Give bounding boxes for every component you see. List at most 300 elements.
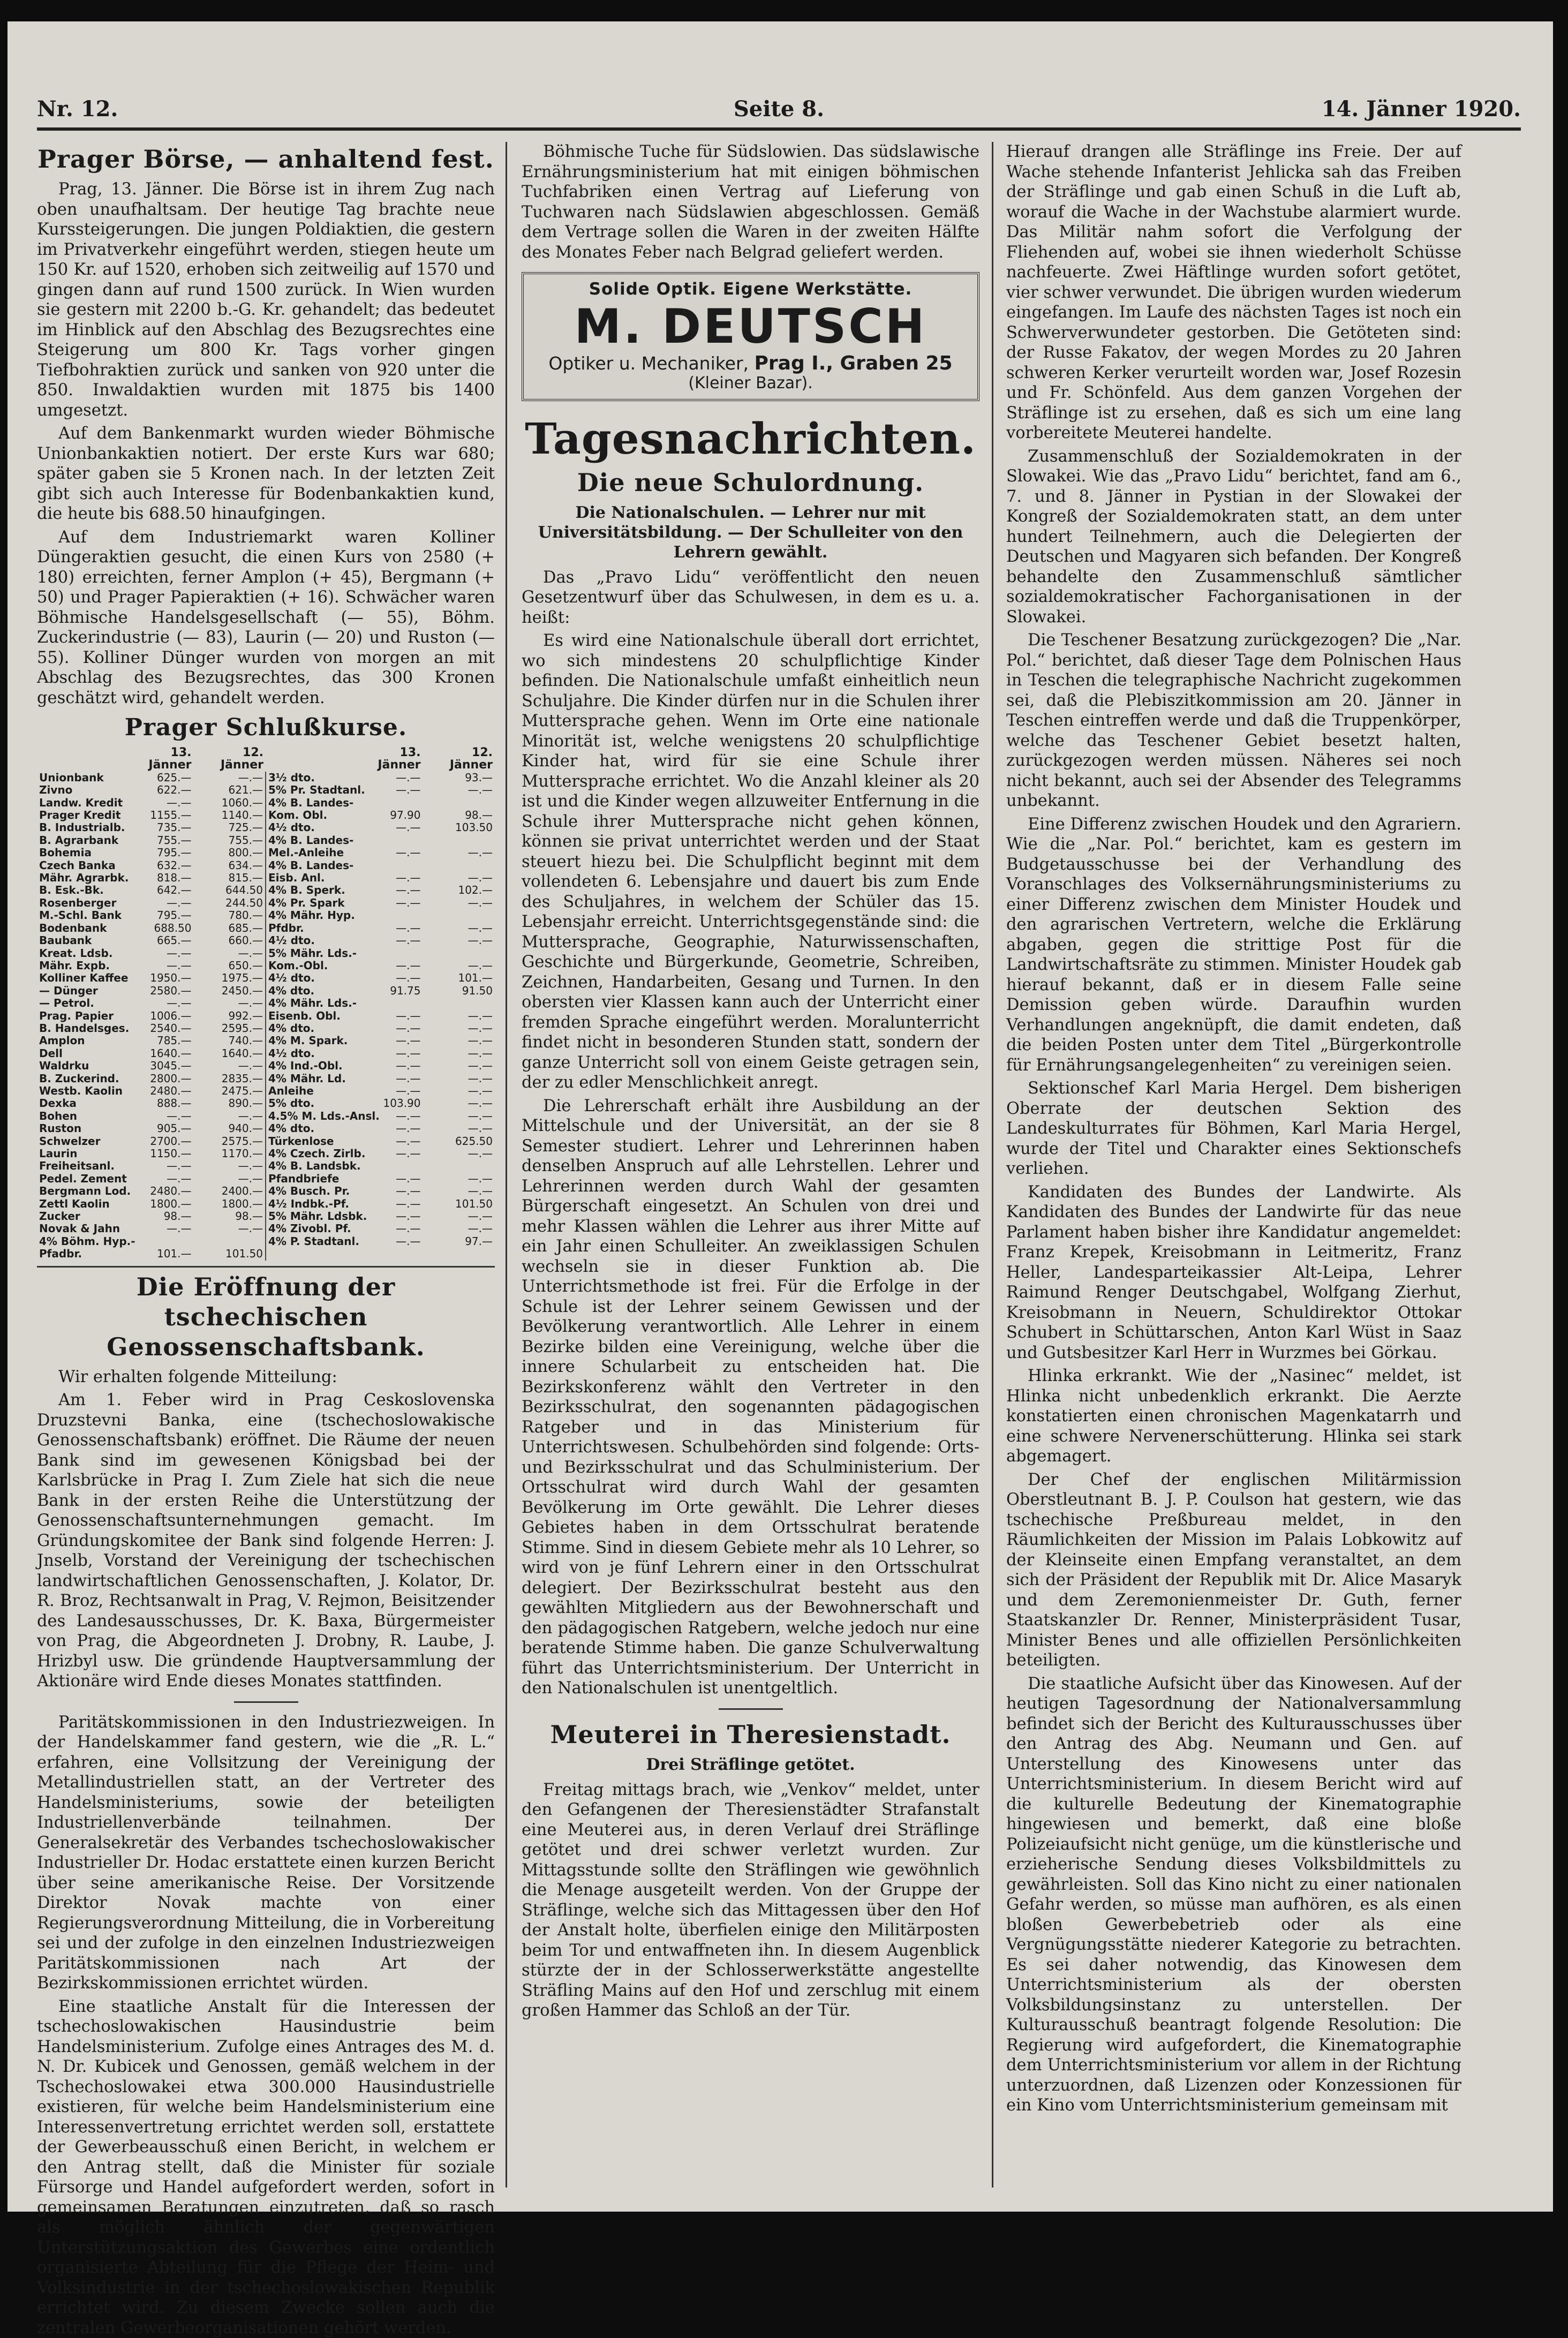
stock-table-cell: Dell (39, 1046, 63, 1060)
stock-table-row (37, 1248, 495, 1260)
stock-table-cell: — Dünger (39, 984, 98, 997)
stock-table-cell: —.— (468, 1147, 493, 1160)
stock-table-cell: —.— (396, 934, 421, 947)
stock-table-cell: Landw. Kredit (39, 796, 123, 809)
stock-table-cell: Bohen (39, 1109, 78, 1122)
stock-table-cell (423, 997, 495, 1009)
stock-table-cell: —.— (167, 1172, 192, 1185)
stock-table-cell: 1800.— (221, 1197, 263, 1210)
stock-table-cell: 665.— (156, 934, 192, 947)
stock-table-row (37, 821, 495, 834)
newspaper-page (7, 21, 1553, 2337)
column-3 (1006, 142, 1461, 2198)
optiker-advertisement (522, 272, 979, 401)
stock-table-cell: 644.50 (225, 884, 263, 897)
column-1 (37, 142, 495, 2337)
stock-table-cell: Mähr. Agrarbk. (39, 871, 129, 885)
stock-table-cell: —.— (468, 1034, 493, 1047)
stock-table-cell: —.— (468, 846, 493, 859)
stock-table-cell: 795.— (156, 909, 192, 922)
stock-table-cell: Waldrku (39, 1059, 89, 1073)
stock-table-cell: 1006.— (150, 1009, 192, 1022)
stock-table-cell: 4% B. Landsbk. (266, 1160, 351, 1172)
schulordnung-paragraph: Die Lehrerschaft erhält ihre Ausbildung an der Mittelschule und der Universität, an der sie 8 Semester studiert. Lehrer und Lehrerinnen haben denselben Anspruch auf alle Lehrstellen. Lehrer und Lehrerinnen werden durch Wahl der gesamten Bürgerschaft eingesetzt. An Schulen von drei und mehr Klassen wählen die Lehrer aus ihrer Mitte auf ein Jahr einen Schulleiter. An zweiklassigen Schulen wechseln sie in dieser Funktion ab. Die Unterrichtsmethode ist frei. Für die Erfolge in der Schule ist der Lehrer seinem Gewissen und der Bevölkerung verantwortlich. Alle Lehrer in einem Bezirke bilden eine Vereinigung, welche über die innere Schularbeit zu entscheiden hat. Die Bezirkskonferenz wählt den Vertreter in den Bezirksschulrat, den sogenannten pädagogischen Ratgeber und in das Ministerium für Unterrichtswesen. Schulbehörden sind folgende: Orts- und Bezirksschulrat und das Schulministerium. Der Ortsschulrat wird durch Wahl der gesamten Bevölkerung im Orte gewählt. Die Lehrer dieses Gebietes haben in dem Ortsschulrat beratende Stimme. Sind in diesem Gebiete mehr als 10 Lehrer, so wird von je fünf Lehrern einer in den Ortsschulrat delegiert. Der Bezirksschulrat besteht aus den gewählten Mitgliedern aus der Bewohnerschaft und den pädagogischen Ratgebern, welche jedoch nur eine beratende Stimme haben. Die ganze Schulverwaltung führt das Unterrichtsministerium. Der Unterricht in den Nationalschulen ist unentgeltlich. (522, 1096, 979, 1698)
stock-table-cell: 4% Busch. Pr. (266, 1185, 351, 1197)
schulordnung-paragraph: Es wird eine Nationalschule überall dort errichtet, wo sich mindestens 20 schulpflichtige Kinder befinden. Die Nationalschule umfaßt einheitlich neun Schuljahre. Die Kinder dürfen nur in die Schulen ihrer Muttersprache gehen. Wenn im Orte eine nationale Minorität ist, welche wenigstens 20 schulpflichtige Kinder hat, wird für sie eine Schule ihrer Muttersprache errichtet. Wo die Anzahl kleiner als 20 ist und die Kinder wegen allzuweiter Entfernung in die Schule ihrer Muttersprache nicht gehen können, können sie privat unterrichtet werden und der Staat steuert hiezu bei. Die Schulpflicht beginnt mit dem vollendeten 6. Lebensjahre und dauert bis zum Ende des Schuljahres, in welchem der Schüler das 15. Lebensjahr erreicht. Unterrichtsgegenstände sind: die Muttersprache, Geographie, Naturwissenschaften, Geschichte und Bürgerkunde, Geometrie, Schreiben, Zeichnen, Handarbeiten, Gesang und Turnen. In den obersten vier Klassen kann auch der Unterricht einer fremden Sprache eingeführt werden. Moralunterricht findet nicht in besonderen Stunden statt, sondern der ganze Unterricht soll von einem Geiste getragen sein, der zu edler Menschlichkeit anregt. (522, 631, 979, 1092)
kinowesen-paragraph: Die staatliche Aufsicht über das Kinowesen. Auf der heutigen Tagesordnung der Nationalversammlung befindet sich der Bericht des Kulturausschusses über den Antrag des Abg. Neumann und Gen. auf Unterstellung des Kinowesens unter das Unterrichtsministerium. In diesem Bericht wird auf die kulturelle Bedeutung der Kinematographie hingewiesen und bemerkt, daß eine bloße Polizeiaufsicht nicht genüge, um die künstlerische und erzieherische Sendung dieses Volksbildmittels zu gewährleisten. Soll das Kino nicht zu einer nationalen Gefahr werden, so müsse man aufhören, es als einen bloßen Gewerbebetrieb oder als eine Vergnügungsstätte niederer Kategorie zu betrachten. Es sei daher notwendig, das Kinowesen dem Unterrichtsministerium als der obersten Volksbildungsinstanz zu unterstellen. Der Kulturausschuß beantragt folgende Resolution: Die Regierung wird aufgefordert, die Kinematographie dem Unterrichtsministerium vor allem in der Richtung unterzuordnen, daß Lizenzen oder Konzessionen für ein Kino vom Unterrichtsministerium gemeinsam mit (1006, 1674, 1461, 2115)
stock-table-cell: 890.— (228, 1097, 263, 1110)
stock-table-row (37, 1122, 495, 1135)
stock-table-cell: —.— (238, 1172, 263, 1185)
stock-table-cell: Bohemia (39, 846, 92, 859)
stock-table-cell: —.— (468, 1046, 493, 1060)
stock-table-cell: —.— (468, 959, 493, 972)
stock-table-cell: —.— (238, 997, 263, 1010)
stock-table-cell: —.— (167, 997, 192, 1010)
section-rule (234, 1701, 298, 1703)
stock-table-cell (423, 834, 495, 847)
stock-table-cell: Unionbank (39, 771, 104, 784)
stock-table-cell: —.— (396, 1046, 421, 1060)
ad-street: Prag I., Graben 25 (754, 352, 953, 374)
stock-table-cell: —.— (468, 1122, 493, 1135)
stock-table-cell (194, 1235, 266, 1248)
stock-table-cell: Prag. Papier (39, 1009, 114, 1022)
stock-table-cell: 622.— (156, 783, 192, 797)
stock-table-cell: Novak & Jahn (39, 1222, 120, 1235)
stock-table-cell: —.— (396, 896, 421, 909)
stock-table-cell: 4% B. Landes- (266, 797, 351, 809)
stock-table-cell (351, 909, 423, 922)
stock-table-cell: 4% Mähr. Lds.- (266, 997, 351, 1009)
stock-table-cell: 634.— (228, 858, 263, 872)
column-header: 12. Jänner (220, 746, 263, 772)
stock-table-cell: B. Industrialb. (39, 821, 125, 834)
stock-table-cell: Pedel. Zement (39, 1172, 127, 1185)
stock-table-cell: —.— (167, 796, 192, 809)
stock-table-cell: 2800.— (150, 1072, 192, 1085)
stock-table-cell: 97.— (465, 1234, 493, 1248)
stock-table-cell: 5% Mähr. Lds.- (266, 947, 351, 960)
stock-table-cell: 98.— (465, 809, 493, 822)
column-2 (522, 142, 979, 2198)
stock-table-cell: —.— (468, 1084, 493, 1097)
stock-table-cell: Kreat. Ldsb. (39, 946, 113, 960)
stock-table-cell (423, 909, 495, 922)
stock-table-cell: Ruston (39, 1122, 82, 1135)
stock-table-row (37, 997, 495, 1009)
stock-table-cell: 2595.— (221, 1021, 263, 1035)
schulordnung-headline: Die neue Schulordnung. (577, 467, 924, 497)
column-header (266, 746, 351, 772)
stock-table-cell: 650.— (228, 959, 263, 972)
stock-table-row (37, 1235, 495, 1248)
stock-table-cell: 625.50 (455, 1134, 493, 1148)
stock-table-cell: —.— (468, 1109, 493, 1122)
column-header: 13. Jänner (378, 746, 421, 772)
stock-table-row (37, 934, 495, 947)
stock-table-cell: 725.— (228, 821, 263, 834)
meuterei-paragraph: Freitag mittags brach, wie „Venkov“ meldet, unter den Gefangenen der Theresienstädter Strafanstalt eine Meuterei aus, in deren Verlauf drei Sträflinge getötet und drei schwer verletzt wurden. Zur Mittagsstunde sollte den Sträflingen wie gewöhnlich die Menage ausgeteilt werden. Von der Gruppe der Sträflinge, welche sich das Mittagessen über den Hof der Anstalt holte, überfielen einige den Militärposten beim Tor und entwaffneten ihn. In diesem Augenblick stürzte der in der Schlosserwerkstätte angestellte Sträfling Mains auf den Hof und zerschlug mit einem großen Hammer das Schloß an der Tür. (522, 1780, 979, 2020)
stock-table-cell (351, 859, 423, 872)
stock-table-cell: 4% Zivobl. Pf. (266, 1223, 351, 1235)
stock-table-cell: —.— (396, 1021, 421, 1035)
stock-table-cell: Eisenb. Obl. (266, 1010, 351, 1022)
stock-table-cell: —.— (396, 783, 421, 797)
stock-table-cell: 660.— (228, 934, 263, 947)
stock-table-cell: —.— (396, 1072, 421, 1085)
stock-table-cell: —.— (396, 871, 421, 885)
stock-table-cell: —.— (468, 1097, 493, 1110)
stock-table-cell: —.— (396, 1009, 421, 1022)
section-rule (37, 1266, 495, 1268)
schulordnung-subhead: Die Nationalschulen. — Lehrer nur mit Universitätsbildung. — Der Schulleiter von den Lehrern gewählt. (538, 503, 963, 562)
stock-table-cell: 905.— (156, 1122, 192, 1135)
stock-table-cell: 3045.— (150, 1059, 192, 1073)
stock-table-cell: —.— (167, 946, 192, 960)
stock-table-cell: 4% dto. (266, 1122, 351, 1135)
stock-table-cell: —.— (396, 1185, 421, 1198)
stock-table-cell: 4½ dto. (266, 934, 351, 947)
stock-table-cell: 103.50 (455, 821, 493, 834)
stock-table-cell: B. Handelsges. (39, 1021, 130, 1035)
meuterei-subhead: Drei Sträflinge getötet. (646, 1755, 855, 1774)
stock-table-cell: Mähr. Expb. (39, 959, 110, 972)
ad-address (531, 353, 970, 374)
tagesnachrichten-headline: Tagesnachrichten. (525, 413, 976, 464)
stock-table-cell (351, 834, 423, 847)
stock-table-cell: Freiheitsanl. (39, 1159, 115, 1173)
stock-table-cell: —.— (468, 1059, 493, 1073)
stock-table-cell: 98.— (235, 1210, 263, 1223)
stock-table-row (37, 985, 495, 997)
stock-table-cell: —.— (167, 959, 192, 972)
stock-table-cell: 621.— (228, 783, 263, 797)
stock-table-cell: 4½ Indbk.-Pf. (266, 1198, 351, 1210)
stock-table-cell: 740.— (228, 1034, 263, 1047)
stock-table-row (37, 1148, 495, 1160)
stock-table-row (37, 1223, 495, 1235)
stock-table-cell: 800.— (228, 846, 263, 859)
stock-table-cell: Kolliner Kaffee (39, 971, 129, 985)
teschen-paragraph: Die Teschener Besatzung zurückgezogen? Die „Nar. Pol.“ berichtet, daß dieser Tage dem Polnischen Haus in Teschen die telegraphische Nachricht zugekommen sei, daß die Plebiszitkommission am 20. Jänner in Teschen eintreffen werde und daß die Truppenkörper, welche das Teschener Gebiet besetzt halten, zurückgezogen werden müssen. Näheres sei noch nicht bekannt, auch sei der Absender des Telegramms unbekannt. (1006, 631, 1461, 810)
stock-table-cell: 91.75 (390, 984, 421, 997)
stock-table-cell: Eisb. Anl. (266, 872, 351, 884)
stock-table-cell: —.— (468, 1009, 493, 1022)
stock-table-cell: 98.— (163, 1210, 192, 1223)
stock-table-cell: 4% Mähr. Hyp. (266, 909, 351, 922)
header-rule (37, 127, 1521, 131)
schlusskurse-headline: Prager Schlußkurse. (124, 714, 408, 741)
stock-table-cell: 2835.— (221, 1072, 263, 1085)
stock-table-cell: 101.— (156, 1247, 192, 1261)
stock-table-cell: 2580.— (150, 984, 192, 997)
ad-company-name: M. DEUTSCH (574, 298, 927, 354)
stock-table-cell: 4% Ind.-Obl. (266, 1060, 351, 1072)
column-rule-1 (506, 142, 507, 2188)
stock-table-cell (423, 1160, 495, 1172)
page-number: Seite 8. (733, 96, 825, 122)
stock-table-cell: 755.— (156, 833, 192, 847)
houdek-paragraph: Eine Differenz zwischen Houdek und den Agrariern. Wie die „Nar. Pol.“ berichtet, kam es gestern im Budgetausschusse bei der Verhandlung des Voranschlages des Volksernährungsministeriums zu einer Differenz zwischen dem Minister Houdek und den agrarischen Vertretern, welche die Erklärung abgaben, gegen die strittige Post für die Landwirtschaftsräte zu stimmen. Minister Houdek gab hierauf bekannt, daß er in diesem Falle seine Demission geben würde. Daraufhin wurden Verhandlungen angeknüpft, die damit endeten, daß die beiden Posten unter dem Titel „Bürgerkontrolle für Ernährungsangelegenheiten“ zu vereinigen seien. (1006, 814, 1461, 1075)
stock-table-cell: —.— (396, 971, 421, 985)
running-head (37, 87, 1521, 124)
genossenschaft-paragraph: Wir erhalten folgende Mitteilung: (58, 1367, 337, 1386)
stock-table-cell: 625.— (156, 771, 192, 784)
boerse-paragraph: Auf dem Bankenmarkt wurden wieder Böhmische Unionbankaktien notiert. Der erste Kurs war 680; später gaben sie 5 Kronen nach. In der letzten Zeit gibt sich auch Interesse für Bodenbankaktien kund, die heute bis 688.50 hinaufgingen. (37, 424, 495, 523)
stock-table-cell: —.— (396, 1034, 421, 1047)
stock-table-cell: —.— (167, 1159, 192, 1173)
stock-table-cell: —.— (468, 896, 493, 909)
boerse-headline: Prager Börse, — anhaltend fest. (37, 145, 494, 174)
stock-table-header (37, 746, 495, 772)
stock-table-cell: —.— (396, 1122, 421, 1135)
stock-table-cell: Amplon (39, 1034, 85, 1047)
issue-number: Nr. 12. (37, 96, 118, 122)
stock-table-cell: —.— (468, 921, 493, 934)
genossenschaft-headline: Die Eröffnung der tschechischen Genossenschaftsbank. (107, 1272, 425, 1361)
stock-table-cell (351, 1160, 423, 1172)
stock-table-cell: Dexka (39, 1097, 77, 1110)
stock-table-cell: —.— (468, 934, 493, 947)
coulson-paragraph: Der Chef der englischen Militärmission Oberstleutnant B. J. P. Coulson hat gestern, wie das tschechische Preßbureau meldet, in den Räumlichkeiten der Mission im Palais Lobkowitz auf der Kleinseite einen Empfang veranstaltet, an dem sich der Präsident der Republik mit Dr. Alice Masaryk und dem Zeremonienmeister Dr. Guth, ferner Staatskanzler Dr. Renner, Ministerpräsident Tusar, Minister Benes und alle offiziellen Persönlichkeiten beteiligten. (1006, 1470, 1461, 1670)
stock-table-row (37, 1047, 495, 1060)
stock-table-cell: B. Zuckerind. (39, 1072, 119, 1085)
stock-table-row (37, 784, 495, 796)
stock-table-cell: 5% Pr. Stadtanl. (266, 784, 351, 796)
stock-table-cell: —.— (396, 1084, 421, 1097)
stock-table-cell: 1155.— (150, 809, 192, 822)
stock-table-cell: —.— (396, 921, 421, 934)
stock-table-cell: 1640.— (150, 1046, 192, 1060)
stock-table-cell: —.— (167, 1222, 192, 1235)
hergel-paragraph: Sektionschef Karl Maria Hergel. Dem bisherigen Oberrate der deutschen Sektion des Landeskulturrates für Böhmen, Karl Maria Hergel, wurde der Titel und Charakter eines Sektionschefs verliehen. (1006, 1079, 1461, 1178)
stock-table-cell: 4.5% M. Lds.-Ansl. (266, 1110, 351, 1122)
stock-table-row (37, 847, 495, 859)
stock-table-cell: Baubank (39, 934, 92, 947)
stock-table-cell: 91.50 (462, 984, 493, 997)
stock-table-cell: 888.— (156, 1097, 192, 1110)
stock-table-cell: 93.— (465, 771, 493, 784)
stock-table-cell: —.— (468, 1222, 493, 1235)
stock-table-cell: 101.50 (225, 1247, 263, 1261)
stock-table-cell (351, 947, 423, 960)
stock-table-cell: —.— (468, 783, 493, 797)
stock-table-row (37, 1073, 495, 1085)
stock-table-cell: Schwelzer (39, 1134, 101, 1148)
stock-table-row (37, 1097, 495, 1110)
stock-table-cell: 4% dto. (266, 1022, 351, 1035)
stock-table-cell: 4% Böhm. Hyp.- (39, 1234, 135, 1248)
stock-table-cell: —.— (238, 1059, 263, 1073)
stock-table-body (37, 772, 495, 1261)
stock-table-cell: 4% Pr. Spark (266, 897, 351, 909)
stock-table-row (37, 809, 495, 821)
stock-table-cell: 4% B. Landes- (266, 834, 351, 847)
stock-table-cell: Pfadbr. (39, 1247, 82, 1261)
stock-table-cell: 101.— (458, 971, 493, 985)
stock-table-cell: 1140.— (221, 809, 263, 822)
stock-table-cell: 244.50 (225, 896, 263, 909)
stock-table-cell: 780.— (228, 909, 263, 922)
stock-table-cell: 2480.— (150, 1084, 192, 1097)
stock-table-cell: 2480.— (150, 1185, 192, 1198)
stock-table-cell: 1800.— (150, 1197, 192, 1210)
ad-location: (Kleiner Bazar). (688, 374, 813, 393)
stock-table-cell: —.— (396, 1109, 421, 1122)
stock-table-row (37, 1022, 495, 1035)
stock-table-cell: B. Esk.-Bk. (39, 884, 104, 897)
stock-table-row (37, 1160, 495, 1172)
stock-table-cell: —.— (396, 1234, 421, 1248)
stock-table-row (37, 1060, 495, 1072)
stock-table-row (37, 1198, 495, 1210)
stock-table-cell: Westb. Kaolin (39, 1084, 123, 1097)
stock-table-row (37, 1085, 495, 1097)
column-header: 12. Jänner (449, 746, 493, 772)
stock-table-row (37, 1210, 495, 1223)
stock-table-cell: 1150.— (150, 1147, 192, 1160)
stock-table-cell: 1950.— (150, 971, 192, 985)
stock-table-cell: —.— (396, 1210, 421, 1223)
stock-table-cell: —.— (396, 1197, 421, 1210)
stock-table-row (37, 947, 495, 960)
stock-table-cell: —.— (238, 946, 263, 960)
stock-table-cell: Czech Banka (39, 858, 116, 872)
stock-table-cell: 1060.— (221, 796, 263, 809)
stock-table-cell: 992.— (228, 1009, 263, 1022)
stock-table-cell: 4% B. Landes- (266, 859, 351, 872)
stock-table-row (37, 960, 495, 972)
stock-table-cell: —.— (238, 1222, 263, 1235)
stock-table-cell: Laurin (39, 1147, 78, 1160)
stock-table-cell: —.— (468, 1185, 493, 1198)
stock-table-row (37, 772, 495, 784)
stock-table-cell: —.— (396, 1222, 421, 1235)
column-rule-2 (992, 142, 993, 2188)
stock-table-cell: —.— (238, 1109, 263, 1122)
stock-table-cell: 818.— (156, 871, 192, 885)
section-rule (719, 1708, 783, 1710)
stock-table-cell: 735.— (156, 821, 192, 834)
stock-table-cell: —.— (468, 1172, 493, 1185)
stock-table-cell: —.— (396, 846, 421, 859)
stock-table-row (37, 1035, 495, 1047)
stock-table-cell: Zucker (39, 1210, 80, 1223)
stock-table-cell: —.— (396, 821, 421, 834)
boerse-paragraph: Auf dem Industriemarkt waren Kolliner Düngeraktien gesucht, die einen Kurs von 2580 (+ 180) erreichten, ferner Amplon (+ 45), Bergmann (+ 50) und Prager Papieraktien (+ 16). Schwächer waren Böhmische Handelsgesellschaft (— 55), Böhm. Zuckerindustrie (— 83), Laurin (— 20) und Ruston (— 55). Kolliner Dünger wurden von morgen an mit Abschlag des Bezugsrechtes, das 300 Kronen geschätzt wird, gehandelt werden. (37, 527, 495, 707)
stock-table-cell: 101.50 (455, 1197, 493, 1210)
column-header (37, 746, 122, 772)
stock-table-row (37, 1110, 495, 1122)
stock-table-cell: Kom. Obl. (266, 809, 351, 821)
stock-table-cell: 4% Czech. Zirlb. (266, 1148, 351, 1160)
stock-table-cell: — Petrol. (39, 997, 94, 1010)
stock-table-row (37, 884, 495, 896)
stock-table-cell: 5% Mähr. Ldsbk. (266, 1210, 351, 1223)
stock-table-cell: 2450.— (221, 984, 263, 997)
stock-table-cell: 795.— (156, 846, 192, 859)
meuterei-headline: Meuterei in Theresienstadt. (550, 1719, 951, 1749)
stock-table-cell: 103.90 (383, 1097, 421, 1110)
stock-table-row (37, 797, 495, 809)
stock-table-cell: 1640.— (221, 1046, 263, 1060)
stock-table-cell: 4% B. Sperk. (266, 884, 351, 896)
stock-table-cell: 940.— (228, 1122, 263, 1135)
stock-table-cell: Mel.-Anleihe (266, 847, 351, 859)
stock-table-cell: 1170.— (221, 1147, 263, 1160)
stock-table-cell: —.— (468, 871, 493, 885)
stock-table-cell: 688.50 (154, 921, 192, 934)
stock-table-cell: 4% Mähr. Ld. (266, 1073, 351, 1085)
stock-table-cell: 4½ dto. (266, 1047, 351, 1060)
stock-table-cell: Prager Kredit (39, 809, 121, 822)
landwirte-paragraph: Kandidaten des Bundes der Landwirte. Als Kandidaten des Bundes der Landwirte für das neue Parlament haben bisher ihre Kandidatur angemeldet: Franz Krepek, Kreisobmann in Leitmeritz, Franz Heller, Landesparteikassier Alt-Leipa, Lehrer Raimund Renger Deutschgabel, Wolfgang Zierhut, Kreisobmann in Neuern, Schuldirektor Ottokar Schubert in Schüttarschen, Anton Karl Wüst in Saaz und Gutsbesitzer Karl Herr in Wurzmes bei Görkau. (1006, 1182, 1461, 1362)
issue-date: 14. Jänner 1920. (1321, 96, 1521, 122)
hlinka-paragraph: Hlinka erkrankt. Wie der „Nasinec“ meldet, ist Hlinka nicht unbedenklich erkrankt. Die Aerzte konstatierten einen chronischen Magenkatarrh und eine schwere Nervenerschütterung. Hlinka sei stark abgemagert. (1006, 1367, 1461, 1466)
stock-table-cell: —.— (468, 1021, 493, 1035)
paritaet-paragraph: Paritätskommissionen in den Industriezweigen. In der Handelskammer fand gestern, wie die „R. L.“ erfahren, eine Vollsitzung der Vereinigung der Metallindustriellen statt, an der Vertreter des Handelsministeriums, sowie der beteiligten Industriellenverbände teilnahmen. Der Generalsekretär des Verbandes tschechoslowakischer Industrieller Dr. Hodac erstattete einen kurzen Bericht über seine amerikanische Reise. Der Vorsitzende Direktor Novak machte von einer Regierungsverordnung Mitteilung, die in Vorbereitung sei und der zufolge in den einzelnen Industriezweigen Paritätskommissionen nach Art der Bezirkskommissionen errichtet würden. (37, 1713, 495, 1993)
stock-table-cell: Anleihe (266, 1085, 351, 1097)
stock-table-row (37, 909, 495, 922)
stock-table-cell: —.— (167, 896, 192, 909)
stock-table-row (37, 1185, 495, 1197)
stock-table-cell: —.— (396, 884, 421, 897)
stock-table-cell: Rosenberger (39, 896, 117, 909)
stock-table-cell: 4% dto. (266, 985, 351, 997)
stock-table-cell: 97.90 (390, 809, 421, 822)
stock-table-cell: 815.— (228, 871, 263, 885)
stock-table-cell: 642.— (156, 884, 192, 897)
stock-table-cell: —.— (396, 771, 421, 784)
stock-table-cell: B. Agrarbank (39, 833, 119, 847)
ad-tagline: Solide Optik. Eigene Werkstätte. (589, 280, 913, 299)
tuche-paragraph: Böhmische Tuche für Südslowien. Das südslawische Ernährungsministerium hat mit einigen böhmischen Tuchfabriken einen Vertrag auf Lieferung von Tuchwaren nach Südslawien abgeschlossen. Gemäß dem Vertrage sollen die Waren in der zweiten Hälfte des Monates Feber nach Belgrad geliefert werden. (522, 142, 979, 262)
stock-table-row (37, 834, 495, 847)
genossenschaft-paragraph: Am 1. Feber wird in Prag Ceskoslovenska Druzstevni Banka, eine (tschechoslowakische Genossenschaftsbank) eröffnet. Die Räume der neuen Bank sind im gewesenen Königsbad bei der Karlsbrücke in Prag I. Zum Ziele hat sich die neue Bank in der ersten Reihe die Unterstützung der Genossenschaftsunternehmungen gemacht. Im Gründungskomitee der Bank sind folgende Herren: J. Jnselb, Vorstand der Vereinigung der tschechischen landwirtschaftlichen Genossenschaften, J. Kolator, Dr. R. Broz, Rechtsanwalt in Prag, V. Rejmon, Beisitzender des Landesausschusses, Dr. K. Baxa, Bürgermeister von Prag, die Abgeordneten J. Drobny, R. Laube, J. Hrizbyl usw. Die gründende Hauptversammlung der Aktionäre wird Ende dieses Monates stattfinden. (37, 1391, 495, 1691)
stock-table-cell: 4% P. Stadtanl. (266, 1235, 351, 1248)
stock-table-cell: 755.— (228, 833, 263, 847)
stock-table-cell: 5% dto. (266, 1097, 351, 1110)
stock-table-cell: 1975.— (221, 971, 263, 985)
stock-table-cell: —.— (396, 1172, 421, 1185)
stock-table-row (37, 872, 495, 884)
stock-table-cell: Bodenbank (39, 921, 107, 934)
stock-table-cell: Pfandbriefe (266, 1173, 351, 1185)
stock-table-cell: Pfdbr. (266, 922, 351, 934)
stock-table-cell: —.— (396, 1147, 421, 1160)
stock-table-cell: Zivno (39, 783, 73, 797)
stock-table-cell: 785.— (156, 1034, 192, 1047)
stock-table (37, 746, 495, 1261)
stock-table-cell: —.— (396, 959, 421, 972)
stock-table-cell: —.— (468, 1072, 493, 1085)
hausindustrie-paragraph: Eine staatliche Anstalt für die Interessen der tschechoslowakischen Hausindustrie beim Handelsministerium. Zufolge eines Antrages des M. d. N. Dr. Kubicek und Genossen, gemäß welchem in der Tschechoslowakei etwa 300.000 Hausindustrielle existieren, für welche beim Handelsministerium eine Interessenvertretung errichtet werden soll, erstattete der Gewerbeausschuß einen Bericht, in welchem er den Antrag stellt, daß die Minister für soziale Fürsorge und Handel aufgefordert werden, sofort in gemeinsamen Beratungen einzutreten, daß so rasch als möglich ähnlich der gegenwärtigen Unterstützungsaktion des Gewerbes eine ordentlich organisierte Abteilung für die Pflege der Heim- und Volksindustrie in der tschechoslowakischen Republik errichtet wird. Zu diesem Zwecke sollen auch die zentralen Gewerbeorganisationen gehört werden. (37, 1997, 495, 2337)
stock-table-cell (351, 1248, 423, 1260)
stock-table-cell: 632.— (156, 858, 192, 872)
stock-table-row (37, 1135, 495, 1148)
sozialdemokraten-paragraph: Zusammenschluß der Sozialdemokraten in der Slowakei. Wie das „Pravo Lidu“ berichtet, fand am 6., 7. und 8. Jänner in Pystian in der Slowakei der Kongreß der Sozialdemokraten statt, an dem unter hundert Teilnehmern, auch die Delegierten der Deutschen und Magyaren sich befanden. Der Kongreß behandelte den Zusammenschluß sämtlicher sozialdemokratischer Fachorganisationen in der Slowakei. (1006, 447, 1461, 627)
stock-table-row (37, 922, 495, 934)
column-header: 13. Jänner (148, 746, 192, 772)
stock-table-cell: Bergmann Lod. (39, 1185, 131, 1198)
ad-profession: Optiker u. Mechaniker, (548, 352, 755, 374)
boerse-paragraph: Prag, 13. Jänner. Die Börse ist in ihrem Zug nach oben unaufhaltsam. Der heutige Tag brachte neue Kurssteigerungen. Die jungen Poldiaktien, die gestern im Privatverkehr eingeführt werden, stiegen heute um 150 Kr. auf 1520, erhoben sich zeitweilig auf 1570 und gingen dann auf rund 1500 zurück. In Wien wurden sie gestern mit 2200 b.-G. Kr. gehandelt; das bedeutet im Hinblick auf den Abschlag des Bezugsrechtes eine Steigerung um 800 Kr. Tags vorher gingen Tiefbohraktien zurück und sanken von 920 unter die 850. Inwaldaktien wurden mit 1875 bis 1400 umgesetzt. (37, 180, 495, 420)
stock-table-row (37, 859, 495, 872)
stock-table-row (37, 1010, 495, 1022)
stock-table-cell: Kom.-Obl. (266, 960, 351, 972)
stock-table-cell: 3½ dto. (266, 772, 351, 784)
